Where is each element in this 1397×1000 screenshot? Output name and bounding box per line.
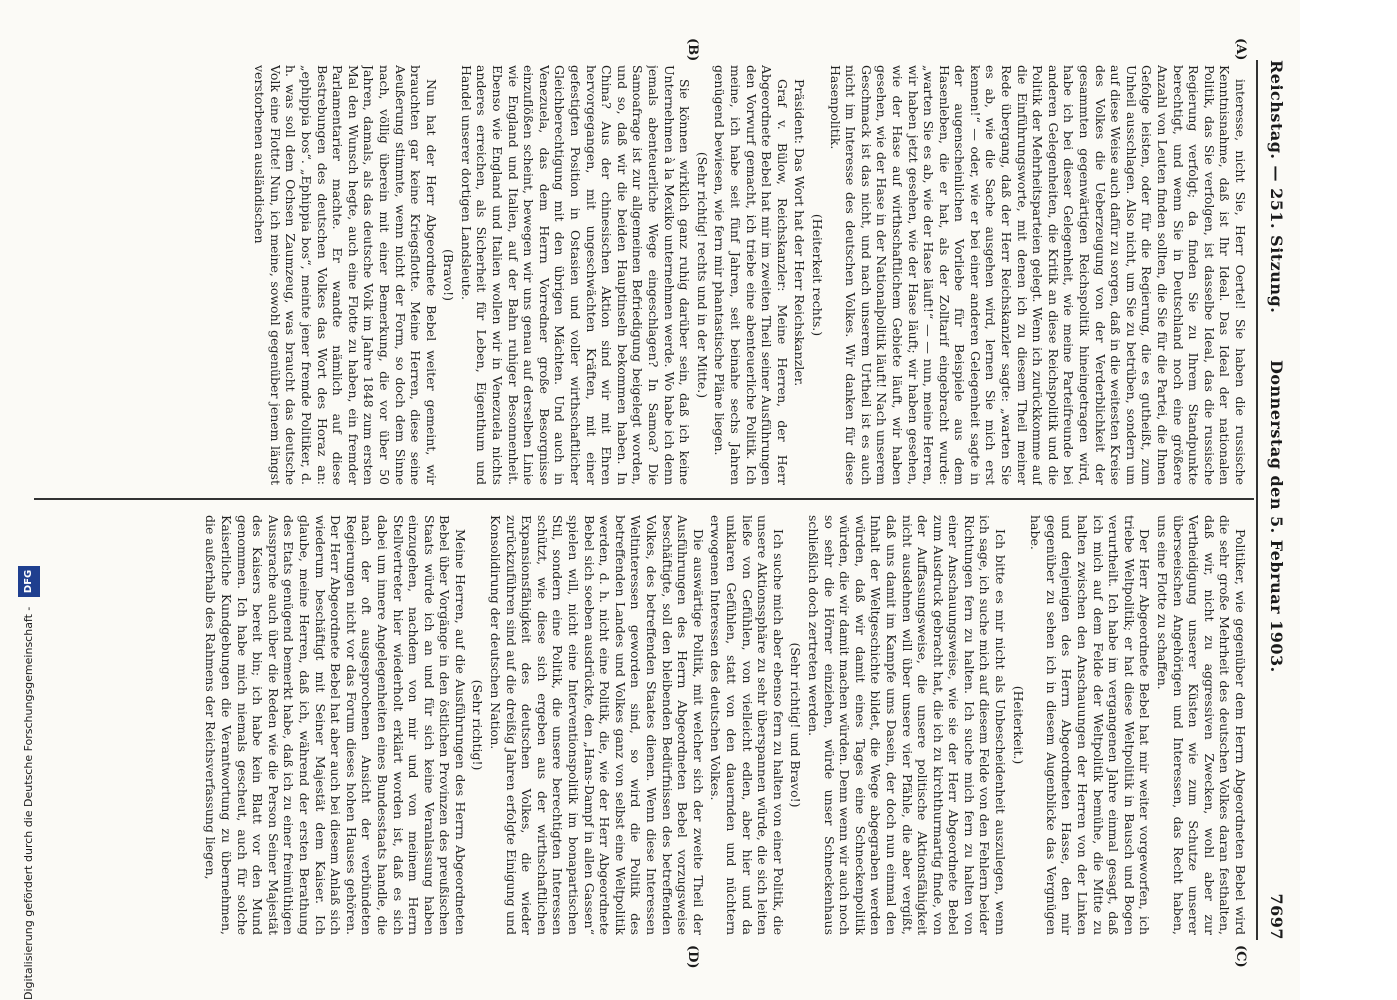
interjection: (Heiterkeit.) — [1010, 685, 1026, 765]
margin-mark-b: (B) — [685, 38, 700, 62]
interjection: (Bravo!) — [441, 249, 457, 301]
paragraph: Ich suche mich aber ebenso fern zu halten von einer Politik, die unsere Aktionssphäre zu sehr überspannen würde, die sich leiten ließe von Gefühlen, von vielleicht edlen, aber hier und da unklaren Gefühlen, statt von den dauernden und nüchtern erwogenen Interessen des deutschen Volkes. — [708, 515, 786, 935]
paragraph: Graf v. Bülow, Reichskanzler: Meine Herren, der Herr Abgeordnete Bebel hat mir im zweiten Theil seiner Ausführungen den Vorwurf gemacht, ich triebe eine abenteuerliche Politik. Ich meine, ich habe seit fünf Jahren, seit beinahe sechs Jahren genügend bewiesen, wie fern mir phantastische Pläne liegen. — [712, 65, 790, 485]
paragraph: interesse, nicht Sie, Herr Oertel! Sie haben die russische Kenntnisnahme, daß ist Ihr Ideal. Das Ideal der nationalen Politik, das Sie verfolgen, ist dasselbe Ideal, das die russische Regierung verfolgt; da finden Sie zu Ihrem Standpunkte berechtigt, und wenn Sie in Deutschland noch eine größere Anzahl von Leuten finden sollten, die Sie für die Partei, die Ihnen Gefolge leisten, oder für die Regierung, die es gutheißt, zum Unheil ausschlagen. Also nicht, um Sie zu betrüben, sondern um auf diese Weise auch dafür zu sorgen, daß in die weitesten Kreise des Volkes die Ueberzeugung von der Verderblichkeit der gesammten gegenwärtigen Reichspolitik hineingetragen wird, habe ich bei dieser Gelegenheit, wie meine Parteifreunde bei anderen Gelegenheiten, die Kritik an diese Reichspolitik und die Politik der Mehrheitsparteien gelegt. Wenn ich zurückkomme auf die Einführungsworte, mit denen ich zu diesem Theil meiner Rede übergang, daß der Herr Reichskanzler sagte: „warten Sie es ab, wie die Sache ausgehen wird, lernen Sie mich erst kennen!“ — oder, wie er bei einer anderen Gelegenheit sagte in der augenscheinlichen Vorliebe für Beispiele aus dem Hasenleben, die er hat, als der Zolltarif eingebracht wurde: „warten Sie es ab, wie der Hase läuft!“ — — nun, meine Herren, wir haben jetzt gesehen, wie der Hase läuft; wir haben gesehen, wie der Hase auf wirthschaftlichem Gebiete läuft, wir haben gesehen, wie der Hase in der Nationalpolitik läuft! Nach unserem Geschmack ist das nicht, und nach unserem Urtheil ist es auch nicht im Interesse des deutschen Volkes. Wir danken für diese Hasenpolitik. — [827, 65, 1248, 485]
margin-mark-c: (C) — [1233, 945, 1248, 968]
paragraph: Die auswärtige Politik, mit welcher sich der zweite Theil der Ausführungen des Herrn Abgeordneten Bebel vorzugsweise beschäftigte, soll den bleibenden Bedürfnissen des betreffenden Volkes, des betreffenden Staates dienen. Wenn diese Interessen Weltinteressen geworden sind, so wird die Politik des betreffenden Landes und Volkes ganz von selbst eine Weltpolitik werden, d. h. nicht eine Politik, die, wie der Herr Abgeordnete Bebel sich soeben ausdrückte, den „Hans-Dampf in allen Gassen“ spielen will, nicht eine Interventionspolitik im bonapartischen Stil, sondern eine Politik, die unsere berechtigten Interessen schützt, wie diese sich ergeben aus der wirthschaftlichen Expansionsfähigkeit des deutschen Volkes, die wieder zurückzuführen sind auf die dreißig Jahren erfolgte Einigung und Konsolidirung der deutschen Nation. — [488, 515, 706, 935]
margin-mark-a: (A) — [1233, 38, 1248, 61]
paragraph: Ich bitte es mir nicht als Unbescheidenheit auszulegen, wenn ich sage, ich suche mich auf diesem Felde von den Fehlern beider Richtungen fern zu halten. Ich suche mich fern zu halten von einer Anschauungsweise, wie sie der Herr Abgeordnete Bebel zum Ausdruck gebracht hat, die ich zu kirchthurmartig finde, von der Auffassungsweise, die unsere politische Aktionsfähigkeit nicht ausdehnen will über unsere vier Pfähle, die aber vergißt, daß uns damit im Kampfe ums Dasein, der doch nun einmal den Inhalt der Weltgeschichte bildet, die Wege abgegraben werden würden, daß wir damit eines Tages eine Schneckenpolitik würden, die wir damit machen würden. Denn wenn wir auch noch so sehr die Hörner einziehen, würde unser Schneckenhaus schließlich doch zertreten werden. — [805, 515, 1009, 935]
page-number: 7697 — [1267, 893, 1286, 940]
footer-text: Digitalisierung gefördert durch die Deutsche Forschungsgemeinschaft - — [22, 606, 35, 1000]
column-divider — [34, 498, 1254, 500]
interjection: (Heiterkeit rechts.) — [809, 213, 825, 337]
right-column — [48, 515, 1248, 935]
dfg-logo: DFG — [18, 566, 40, 597]
paragraph: Präsident: Das Wort hat der Herr Reichskanzler. — [792, 79, 808, 387]
interjection: (Sehr richtig! rechts und in der Mitte.) — [694, 151, 710, 399]
header-date: Donnerstag den 5. Februar 1903. — [1267, 360, 1286, 673]
header-rule — [1256, 60, 1258, 940]
margin-mark-d: (D) — [685, 945, 700, 969]
interjection: (Sehr richtig!) — [470, 679, 486, 771]
paragraph: Meine Herren, auf die Ausführungen des Herrn Abgeordneten Bebel über Vorgänge in den östlichen Provinzen des preußischen Staats würde ich an und für sich keine Veranlassung haben einzugehen, nachdem von mir und von meinem Herrn Stellvertreter hier wiederholt erklärt worden ist, daß es sich dabei um innere Angelegenheiten eines Bundesstaats handle, die nach der oft ausgesprochenen Ansicht der verbündeten Regierungen nicht vor das Forum dieses hohen Hauses gehören. Der Herr Abgeordnete Bebel hat aber auch bei diesem Anlaß sich wiederum beschäftigt mit Seiner Majestät dem Kaiser. Ich glaube, meine Herren, daß ich, während der ersten Berathung des Etats genügend bemerkt habe, daß ich zu einer freimüthigen Aussprache auch über die Reden wie die Person Seiner Majestät des Kaisers bereit bin; ich habe kein Blatt vor den Mund genommen. Ich habe mich niemals gescheut, auch für solche Kaiserliche Kundgebungen die Verantwortung zu übernehmen, die außerhalb des Rahmens der Reichsverfassung liegen, — [203, 515, 468, 935]
paragraph: Der Herr Abgeordnete Bebel hat mir weiter vorgeworfen, ich triebe Weltpolitik; er hat diese Weltpolitik in Bausch und Bogen verurtheilt. Ich habe im vergangenen Jahre einmal gesagt, daß ich mich auf dem Felde der Weltpolitik bemühe, die Mitte zu halten zwischen den Anschauungen der Herren von der Linken und denjenigen des Herrn Abgeordneten Hasse, den mir gegenüber zu sehen ich in diesem Augenblicke das Vergnügen habe. — [1028, 515, 1153, 935]
paragraph: Politiker, wie gegenüber dem Herrn Abgeordneten Bebel wird die sehr große Mehrheit des deutschen Volkes daran festhalten, daß wir, nicht zu aggressiven Zwecken, wohl aber zur Vertheidigung unserer Küsten wie zum Schutze unserer überseeischen Angehörigen und Interessen, das Recht haben, uns eine Flotte zu schaffen. — [1155, 515, 1248, 935]
left-column — [48, 65, 1248, 485]
page-header — [1256, 60, 1286, 940]
header-left: Reichstag. — 251. Sitzung. — [1267, 60, 1286, 314]
paragraph: Nun hat der Herr Abgeordnete Bebel weiter gemeint, wir brauchten gar keine Kriegsflotte. Meine Herren, diese seine Aeußerung stimmte, wenn nicht der Form, so doch dem Sinne nach, völlig überein mit einer Bemerkung, die vor über 50 Jahren, damals, als das deutsche Volk im Jahre 1848 zum ersten Mal den Wunsch hegte, auch eine Flotte zu haben, ein fremder Parlamentarier machte. Er wandte nämlich auf diese Bestrebungen des deutschen Volkes das Wort des Horaz an: „ephippia bos“. „Ephippia bos“, meinte jener fremde Politiker, d. h. was soll dem Ochsen Zaumzeug, was braucht das deutsche Volk eine Flotte! Nun, ich meine, sowohl gegenüber jenem längst verstorbenen ausländischen — [252, 65, 439, 485]
interjection: (Sehr richtig! und Bravo!) — [788, 642, 804, 808]
paragraph: Sie können wirklich ganz ruhig darüber sein, daß ich keine Unternehmen à la Mexiko unternehmen werde. Wo habe ich denn jemals abenteuerliche Wege eingeschlagen? In Samoa? Die Samoafrage ist zur allgemeinen Befriedigung beigelegt worden, und so, daß wir die beiden Hauptinseln bekommen haben. In China? Aus der chinesischen Aktion sind wir mit Ehren hervorgegangen, mit ungeschwächten Kräften, mit einer gefestigten Position in Ostasien und voller wirthschaftlicher Gleichberechtigung mit den übrigen Mächten. Und auch in Venezuela, das dem Herrn Vorredner große Besorgnisse einzuflößen scheint, bewegen wir uns genau auf derselben Linie wie England und Italien, auf der Bahn ruhiger Besonnenheit. Ebenso wie England und Italien wollen wir in Venezuela nichts anderes erreichen, als Sicherheit für Leben, Eigenthum und Handel unserer dortigen Landsleute. — [458, 65, 693, 485]
